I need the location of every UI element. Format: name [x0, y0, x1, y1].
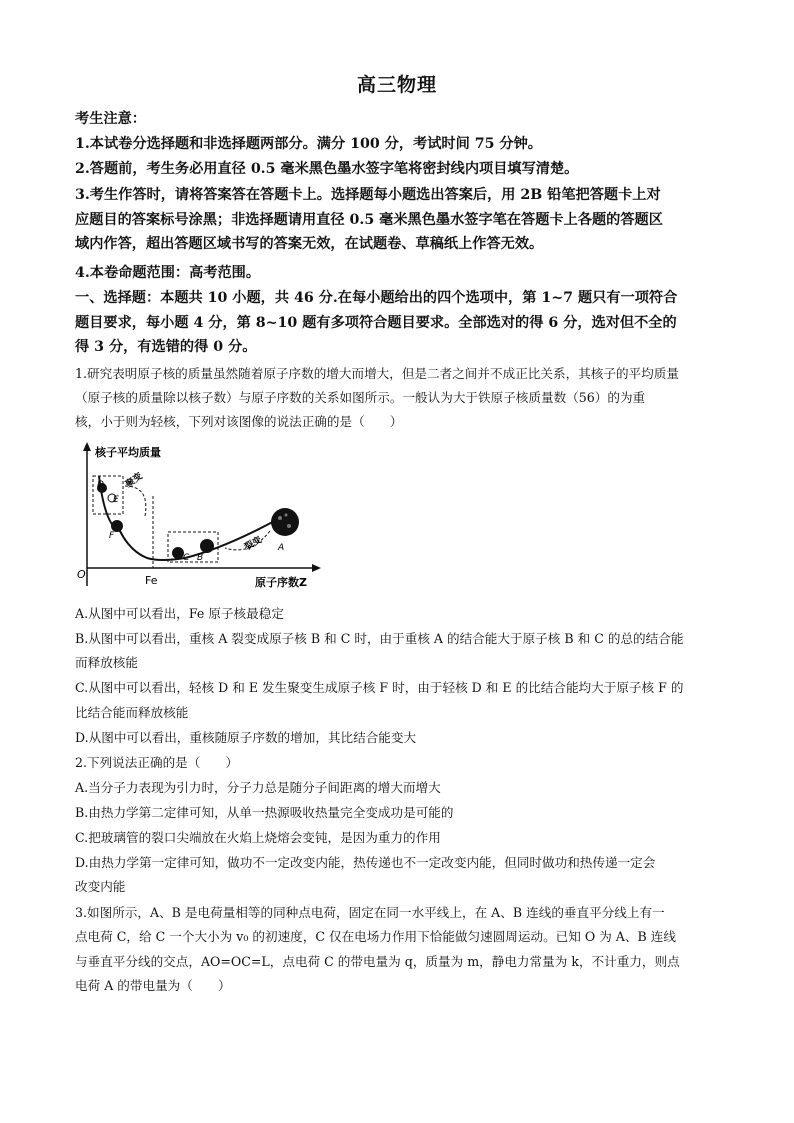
notice-item-4: 4.本卷命题范围：高考范围。	[75, 265, 261, 281]
notice-item-1: 1.本试卷分选择题和非选择题两部分。满分 100 分，考试时间 75 分钟。	[75, 136, 542, 152]
nucleus-a-texture-1	[278, 516, 282, 520]
nucleus-a	[271, 508, 299, 536]
label-d: D	[97, 480, 104, 490]
fusion-arrow	[125, 486, 146, 516]
q1-option-b-line-1: B.从图中可以看出，重核 A 裂变成原子核 B 和 C 时，由于重核 A 的结合能大于原子核 B 和 C 的总的结合能	[75, 631, 684, 646]
y-axis-label: 核子平均质量	[95, 446, 161, 459]
q2-option-a: A.当分子力表现为引力时，分子力总是随分子间距离的增大而增大	[75, 780, 441, 795]
q2-option-b: B.由热力学第二定律可知，从单一热源吸收热量完全变成功是可能的	[75, 805, 454, 820]
section-1-line-2: 题目要求，每小题 4 分，第 8~10 题有多项符合题目要求。全部选对的得 6 分，选对但不全的	[75, 315, 677, 331]
fe-label: Fe	[145, 574, 158, 587]
q1-figure	[75, 436, 325, 596]
q2-option-d-line-1: D.由热力学第一定律可知，做功不一定改变内能，热传递也不一定改变内能，但同时做功和热传递一定会	[75, 855, 656, 870]
section-1-line-3: 得 3 分，有选错的得 0 分。	[75, 339, 257, 355]
label-c: C	[183, 553, 190, 563]
q1-option-c-line-1: C.从图中可以看出，轻核 D 和 E 发生聚变生成原子核 F 时，由于轻核 D 和 E 的比结合能均大于原子核 F 的	[75, 680, 684, 695]
q1-option-b-line-2: 而释放核能	[75, 655, 138, 670]
fission-label: 裂变	[243, 535, 264, 553]
q1-stem-line-2: （原子核的质量除以核子数）与原子序数的关系如图所示。一般认为大于铁原子核质量数（56）的为重	[75, 390, 646, 405]
q3-line-2: 点电荷 C，给 C 一个大小为 v₀ 的初速度，C 仅在电场力作用下恰能做匀速圆周运动。已知 O 为 A、B 连线	[75, 929, 676, 944]
origin-label: O	[77, 568, 86, 581]
label-f: F	[109, 531, 115, 541]
y-axis-arrow	[83, 442, 91, 451]
x-axis-label: 原子序数Z	[255, 576, 307, 589]
q2-option-c: C.把玻璃管的裂口尖端放在火焰上烧熔会变钝，是因为重力的作用	[75, 830, 441, 845]
notice-item-3-line-3: 域内作答，超出答题区域书写的答案无效，在试题卷、草稿纸上作答无效。	[75, 236, 544, 252]
q3-line-1: 3.如图所示，A、B 是电荷量相等的同种点电荷，固定在同一水平线上，在 A、B 连线的垂直平分线上有一	[75, 905, 665, 920]
label-b: B	[197, 553, 204, 563]
nucleus-b	[200, 539, 214, 553]
notice-item-3-line-1: 3.考生作答时，请将答案答在答题卡上。选择题每小题选出答案后，用 2B 铅笔把答题卡上对	[75, 187, 661, 203]
fusion-label: 聚变	[124, 471, 145, 490]
q1-option-a: A.从图中可以看出，Fe 原子核最稳定	[75, 606, 284, 621]
q1-option-c-line-2: 比结合能而释放核能	[75, 705, 189, 720]
notice-item-2: 2.答题前，考生务必用直径 0.5 毫米黑色墨水签字笔将密封线内项目填写清楚。	[75, 161, 579, 177]
nucleus-a-texture-2	[287, 524, 291, 528]
notice-item-3-line-2: 应题目的答案标号涂黑；非选择题请用直径 0.5 毫米黑色墨水签字笔在答题卡上各题的答题区	[75, 212, 663, 228]
label-a: A	[278, 543, 285, 553]
q1-stem-line-3: 核，小于则为轻核，下列对该图像的说法正确的是（ ）	[75, 414, 403, 429]
notice-heading: 考生注意：	[75, 111, 146, 127]
q1-option-d: D.从图中可以看出，重核随原子序数的增加，其比结合能变大	[75, 730, 417, 745]
q2-option-d-line-2: 改变内能	[75, 879, 126, 894]
q3-line-3: 与垂直平分线的交点，AO=OC=L，点电荷 C 的带电量为 q，质量为 m，静电力常量为 k，不计重力，则点	[75, 954, 680, 969]
q2-stem: 2.下列说法正确的是（ ）	[75, 755, 239, 770]
q1-stem-line-1: 1.研究表明原子核的质量虽然随着原子序数的增大而增大，但是二者之间并不成正比关系，其核子的平均质量	[75, 366, 679, 381]
section-1-line-1: 一、选择题：本题共 10 小题，共 46 分.在每小题给出的四个选项中，第 1~7 题只有一项符合	[75, 290, 678, 306]
x-axis-arrow	[312, 564, 321, 572]
q3-line-4: 电荷 A 的带电量为（ ）	[75, 978, 231, 993]
page-title: 高三物理	[356, 74, 437, 96]
label-e: E	[113, 495, 119, 505]
nucleus-a-texture-3	[285, 514, 288, 517]
